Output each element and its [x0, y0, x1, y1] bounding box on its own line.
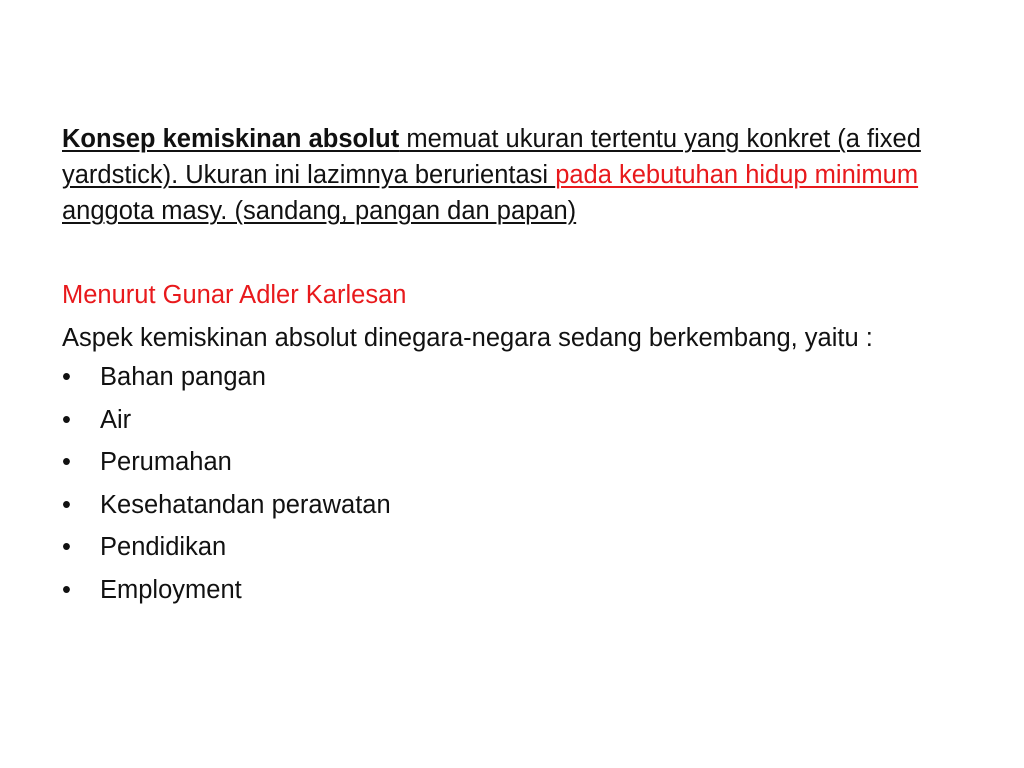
- definition-paragraph: [62, 121, 962, 229]
- list-item-label: Employment: [100, 575, 242, 604]
- slide-content: [62, 121, 962, 615]
- bullet-icon: •: [62, 490, 71, 519]
- definition-highlight: pada kebutuhan hidup minimum: [555, 161, 919, 189]
- bullet-icon: •: [62, 533, 71, 561]
- list-item-label: Pendidikan: [100, 533, 227, 561]
- bullet-icon: •: [62, 448, 71, 476]
- list-item: [62, 445, 962, 479]
- definition-text-part2: anggota masy. (sandang, pangan dan papan): [62, 197, 577, 225]
- list-item: [62, 530, 962, 564]
- list-item-label: Air: [100, 405, 132, 434]
- list-item-label: Perumahan: [100, 448, 232, 476]
- bullet-icon: •: [62, 405, 71, 434]
- definition-term: Konsep kemiskinan absolut: [62, 125, 400, 153]
- list-item: [62, 488, 962, 522]
- aspect-list: [62, 360, 962, 607]
- list-item: [62, 573, 962, 607]
- list-item-label: Bahan pangan: [100, 363, 266, 391]
- bullet-icon: •: [62, 575, 71, 604]
- definition-text-part1: memuat ukuran tertentu yang konkret (a fixed yardstick). Ukuran ini lazimnya berurientasi: [62, 125, 921, 189]
- list-item: [62, 360, 962, 394]
- bullet-icon: •: [62, 363, 71, 391]
- source-heading: Menurut Gunar Adler Karlesan: [62, 281, 407, 309]
- list-item: [62, 403, 962, 437]
- aspect-intro: Aspek kemiskinan absolut dinegara-negara sedang berkembang, yaitu :: [62, 324, 873, 352]
- list-item-label: Kesehatandan perawatan: [100, 490, 391, 519]
